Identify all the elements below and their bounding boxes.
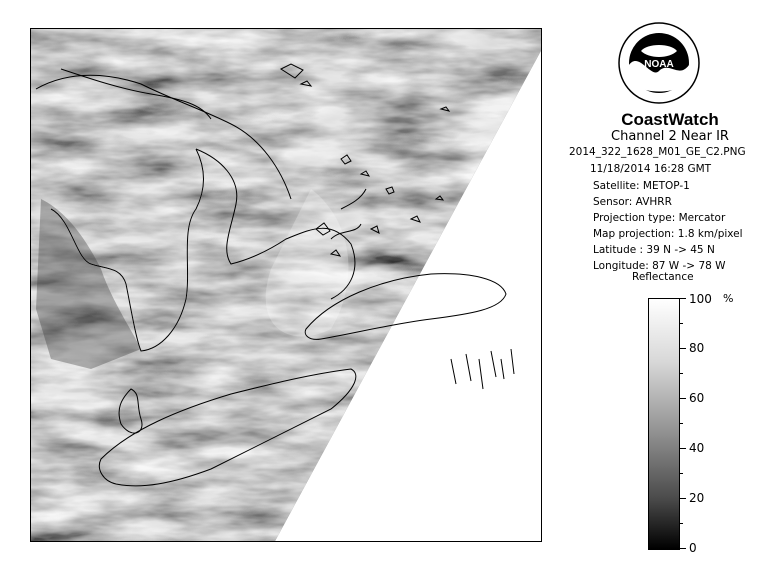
latitude-info: Latitude : 39 N -> 45 N [593, 244, 715, 256]
product-title: CoastWatch [621, 110, 719, 129]
colorbar-minor-tick [680, 423, 683, 424]
colorbar-tick [680, 348, 686, 349]
satellite-image[interactable] [30, 28, 542, 542]
image-swath [31, 29, 542, 542]
satellite-info: Satellite: METOP-1 [593, 180, 690, 192]
colorbar-tick-label: 100 [689, 292, 712, 306]
longitude-info: Longitude: 87 W -> 78 W [593, 260, 726, 272]
noaa-logo-icon [617, 21, 701, 105]
colorbar-minor-tick [680, 473, 683, 474]
map-projection-info: Map projection: 1.8 km/pixel [593, 228, 743, 240]
colorbar-unit: % [723, 292, 734, 305]
colorbar-tick [680, 498, 686, 499]
colorbar-minor-tick [680, 373, 683, 374]
colorbar-tick-label: 20 [689, 491, 705, 505]
product-subtitle: Channel 2 Near IR [611, 129, 729, 144]
colorbar-tick-label: 40 [689, 441, 705, 455]
colorbar [648, 298, 680, 550]
colorbar-tick [680, 298, 686, 299]
colorbar-minor-tick [680, 323, 683, 324]
colorbar-tick [680, 448, 686, 449]
colorbar-label: Reflectance [632, 271, 694, 283]
sensor-info: Sensor: AVHRR [593, 196, 672, 208]
satellite-image-svg [31, 29, 542, 542]
colorbar-tick-label: 80 [689, 341, 705, 355]
product-datetime: 11/18/2014 16:28 GMT [590, 163, 712, 175]
colorbar-tick [680, 398, 686, 399]
product-filename: 2014_322_1628_M01_GE_C2.PNG [569, 146, 746, 158]
colorbar-tick-label: 60 [689, 391, 705, 405]
colorbar-tick-label: 0 [689, 541, 697, 555]
noaa-logo-text: NOAA [644, 59, 674, 70]
colorbar-tick [680, 548, 686, 549]
colorbar-minor-tick [680, 523, 683, 524]
projection-type-info: Projection type: Mercator [593, 212, 726, 224]
